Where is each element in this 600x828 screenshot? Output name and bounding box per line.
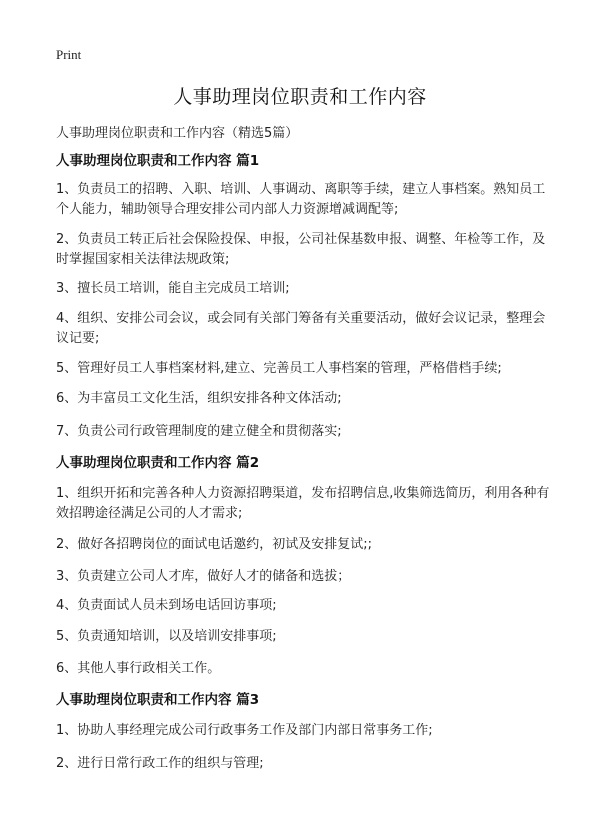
section-heading-3 xyxy=(56,691,556,709)
paragraph: 5、负责通知培训，以及培训安排事项; xyxy=(56,629,277,644)
section-title: 人事助理岗位职责和工作内容 篇2 xyxy=(56,455,260,471)
print-link[interactable]: Print xyxy=(56,47,82,62)
paragraph: 3、擅长员工培训，能自主完成员工培训; xyxy=(56,281,290,296)
section-title: 人事助理岗位职责和工作内容 篇3 xyxy=(56,692,260,708)
paragraph: 4、负责面试人员未到场电话回访事项; xyxy=(56,598,277,613)
document-subtitle: 人事助理岗位职责和工作内容（精选5篇） xyxy=(56,126,299,141)
paragraph: 6、其他人事行政相关工作。 xyxy=(56,661,221,676)
document-title: 人事助理岗位职责和工作内容 xyxy=(173,86,427,108)
paragraph: 6、为丰富员工文化生活，组织安排各种文体活动; xyxy=(56,391,342,406)
paragraph: 7、负责公司行政管理制度的建立健全和贯彻落实; xyxy=(56,424,342,439)
section-heading-2 xyxy=(56,454,556,472)
paragraph: 1、协助人事经理完成公司行政事务工作及部门内部日常事务工作; xyxy=(56,723,433,738)
paragraph: 4、组织、安排公司会议，或会同有关部门筹备有关重要活动，做好会议记录，整理会议记要; xyxy=(56,311,546,346)
paragraph: 2、负责员工转正后社会保险投保、申报，公司社保基数申报、调整、年检等工作，及时掌握国家相关法律法规政策; xyxy=(56,232,546,267)
paragraph: 3、负责建立公司人才库，做好人才的储备和选拔； xyxy=(56,569,351,584)
paragraph: 1、负责员工的招聘、入职、培训、人事调动、离职等手续，建立人事档案。熟知员工个人能力，辅助领导合理安排公司内部人力资源增减调配等; xyxy=(56,182,546,217)
paragraph: 2、做好各招聘岗位的面试电话邀约，初试及安排复试;; xyxy=(56,537,373,552)
paragraph: 2、进行日常行政工作的组织与管理; xyxy=(56,756,264,771)
section-heading-1 xyxy=(56,152,556,170)
paragraph: 5、管理好员工人事档案材料,建立、完善员工人事档案的管理，严格借档手续; xyxy=(56,361,502,376)
section-title: 人事助理岗位职责和工作内容 篇1 xyxy=(56,153,260,169)
paragraph: 1、组织开拓和完善各种人力资源招聘渠道，发布招聘信息,收集筛选简历，利用各种有效招聘途径满足公司的人才需求; xyxy=(56,486,550,521)
